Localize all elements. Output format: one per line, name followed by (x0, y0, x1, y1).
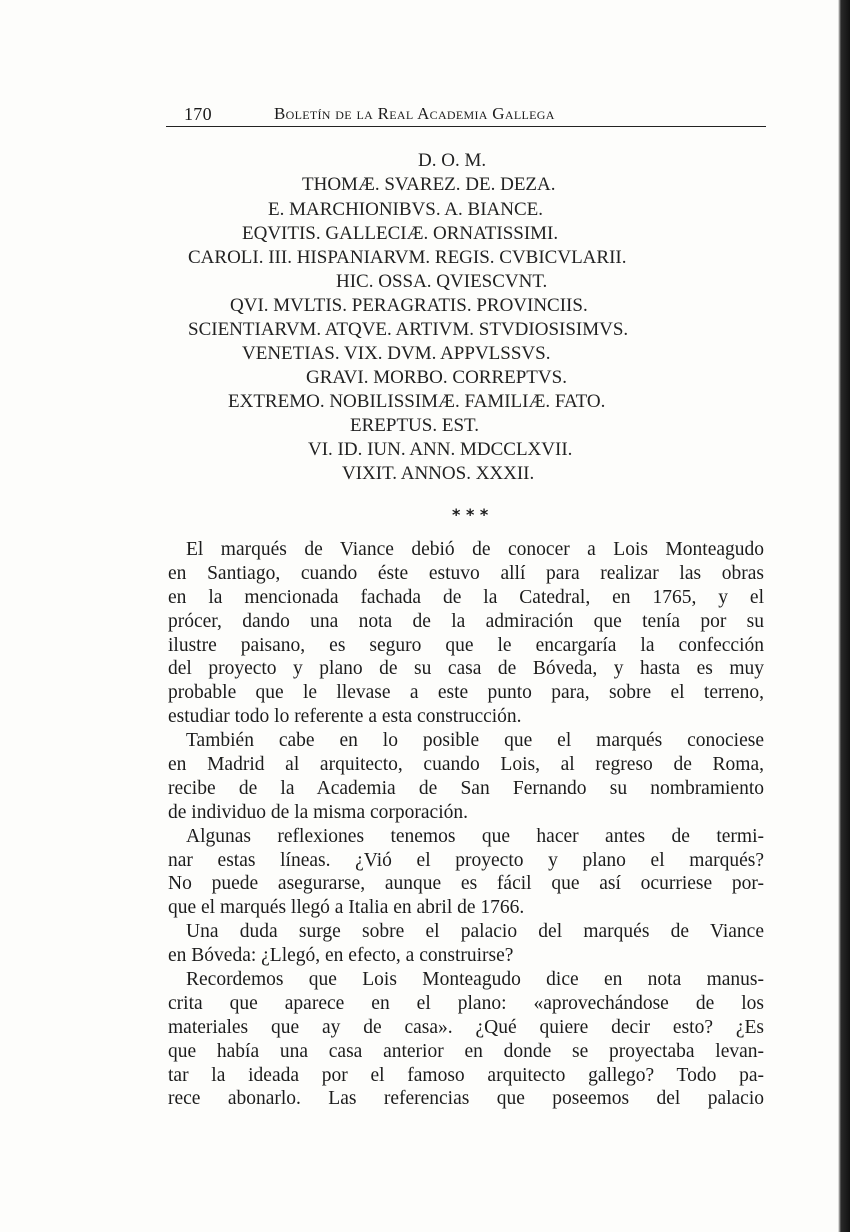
epitaph-line: EREPTUS. EST. (350, 415, 479, 436)
body-text (168, 538, 764, 1111)
text-line: que el marqués llegó a Italia en abril de 1766. (168, 897, 525, 919)
text-line: tar la ideada por el famoso arquitecto gallego? Todo pa- (168, 1064, 764, 1086)
text-line: estudiar todo lo referente a esta construcción. (168, 706, 522, 728)
epitaph-line: CAROLI. III. HISPANIARVM. REGIS. CVBICVLARII. (188, 247, 627, 268)
epitaph-line: QVI. MVLTIS. PERAGRATIS. PROVINCIIS. (230, 295, 588, 316)
text-line: Recordemos que Lois Monteagudo dice en nota manus- (186, 969, 764, 991)
text-line: rece abonarlo. Las referencias que poseemos del palacio (168, 1088, 764, 1110)
epitaph-line: THOMÆ. SVAREZ. DE. DEZA. (302, 174, 556, 195)
page-edge-shadow (838, 0, 850, 1232)
text-line: que había una casa anterior en donde se proyectaba levan- (168, 1040, 764, 1062)
epitaph-line: GRAVI. MORBO. CORREPTVS. (306, 367, 567, 388)
running-title: Boletín de la Real Academia Gallega (274, 104, 555, 123)
text-line: No puede asegurarse, aunque es fácil que así ocurriese por- (168, 873, 764, 895)
page-number: 170 (184, 104, 212, 124)
text-line: crita que aparece en el plano: «aprovechándose de los (168, 992, 764, 1014)
epitaph-line: VIXIT. ANNOS. XXXII. (342, 463, 535, 484)
text-line: ilustre paisano, es seguro que le encargaría la confección (168, 634, 764, 656)
text-line: recibe de la Academia de San Fernando su nombramiento (168, 777, 764, 799)
epitaph-line: HIC. OSSA. QVIESCVNT. (336, 271, 548, 292)
page-header (166, 104, 766, 127)
epitaph-line: VI. ID. IUN. ANN. MDCCLXVII. (308, 439, 573, 460)
text-line: en Santiago, cuando éste estuvo allí para realizar las obras (168, 562, 764, 584)
epitaph-line: VENETIAS. VIX. DVM. APPVLSSVS. (242, 343, 551, 364)
text-line: probable que le llevase a este punto para, sobre el terreno, (168, 682, 764, 704)
epitaph-line: EXTREMO. NOBILISSIMÆ. FAMILIÆ. FATO. (228, 391, 606, 412)
text-line: Algunas reflexiones tenemos que hacer antes de termi- (186, 825, 764, 847)
epitaph-line: E. MARCHIONIBVS. A. BIANCE. (268, 199, 543, 220)
section-separator: * * * (452, 505, 489, 524)
text-line: También cabe en lo posible que el marqués conociese (186, 730, 764, 752)
text-line: prócer, dando una nota de la admiración que tenía por su (168, 610, 764, 632)
text-line: materiales que ay de casa». ¿Qué quiere decir esto? ¿Es (168, 1016, 764, 1038)
text-line: en Bóveda: ¿Llegó, en efecto, a construirse? (168, 945, 514, 967)
text-line: de individuo de la misma corporación. (168, 801, 469, 823)
text-line: nar estas líneas. ¿Vió el proyecto y plano el marqués? (168, 849, 764, 871)
epitaph-line: EQVITIS. GALLECIÆ. ORNATISSIMI. (242, 223, 559, 244)
text-line: del proyecto y plano de su casa de Bóveda, y hasta es muy (168, 658, 764, 680)
epitaph-line: SCIENTIARVM. ATQVE. ARTIVM. STVDIOSISIMVS. (188, 319, 629, 340)
epitaph-line: D. O. M. (418, 150, 487, 171)
text-line: Una duda surge sobre el palacio del marqués de Viance (186, 921, 764, 943)
text-line: El marqués de Viance debió de conocer a Lois Monteagudo (186, 539, 764, 560)
text-line: en Madrid al arquitecto, cuando Lois, al regreso de Roma, (168, 754, 764, 776)
text-line: en la mencionada fachada de la Catedral, en 1765, y el (168, 586, 764, 608)
